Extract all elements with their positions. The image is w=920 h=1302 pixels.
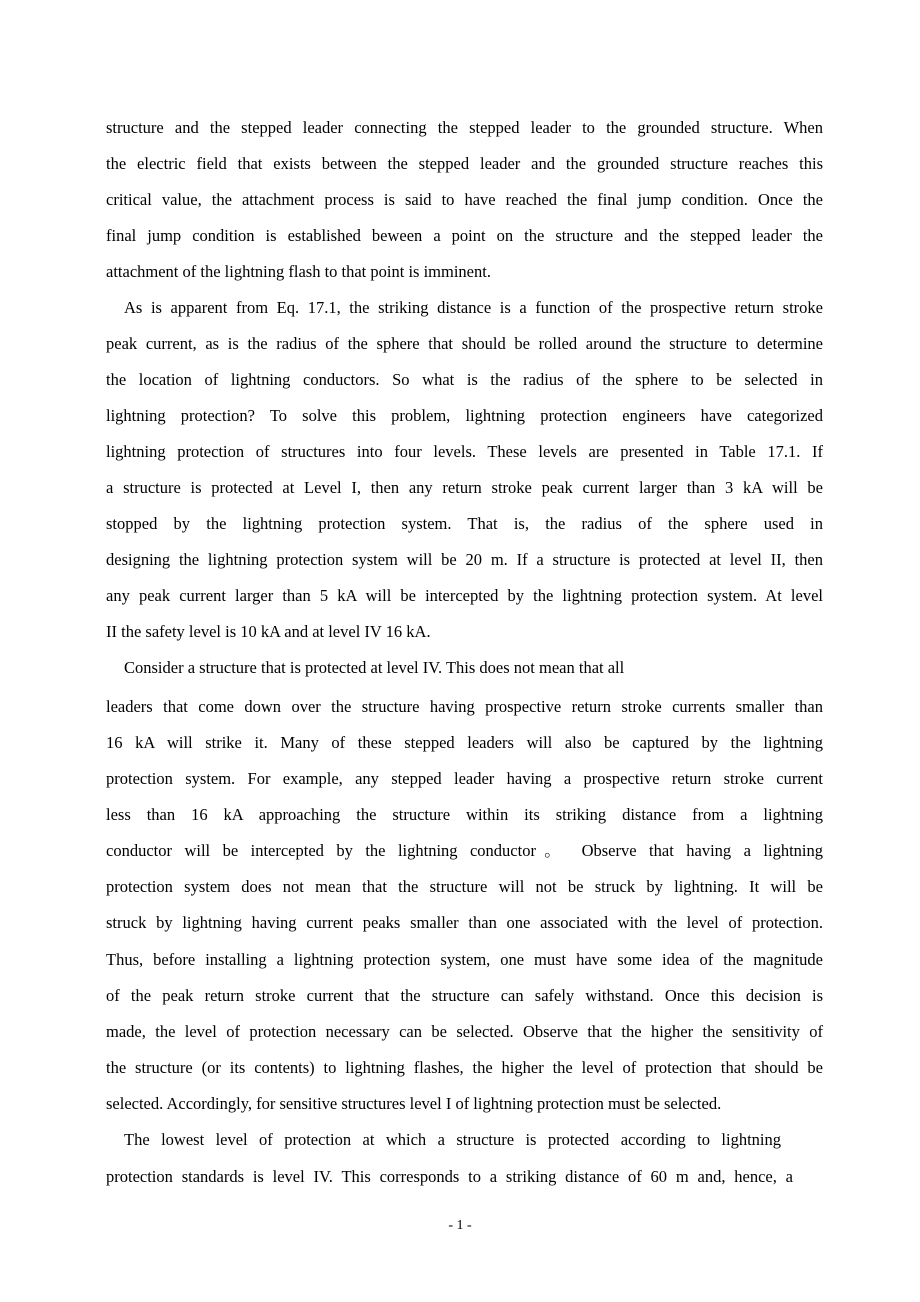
text-line-2: the electric field that exists between the stepped leader and the grounded structure reaches this — [106, 154, 823, 173]
text-line-27: the structure (or its contents) to lightning flashes, the higher the level of protection that should be — [106, 1058, 823, 1077]
text-line-11: a structure is protected at Level I, then any return stroke peak current larger than 3 kA will be — [106, 478, 823, 497]
text-line-12: stopped by the lightning protection system. That is, the radius of the sphere used in — [106, 514, 823, 533]
text-line-30: protection standards is level IV. This corresponds to a striking distance of 60 m and, hence, a — [106, 1167, 793, 1186]
text-line-24: Thus, before installing a lightning protection system, one must have some idea of the magnitude — [106, 950, 823, 969]
text-line-9: lightning protection? To solve this problem, lightning protection engineers have categorized — [106, 406, 823, 425]
text-line-21: conductor will be intercepted by the lightning conductor。 Observe that having a lightning — [106, 841, 823, 860]
text-line-5: attachment of the lightning flash to that point is imminent. — [106, 262, 491, 281]
text-line-1: structure and the stepped leader connecting the stepped leader to the grounded structure. When — [106, 118, 823, 137]
text-line-28: selected. Accordingly, for sensitive structures level I of lightning protection must be selected. — [106, 1094, 722, 1113]
page-number: - 1 - — [448, 1218, 472, 1233]
text-line-26: made, the level of protection necessary can be selected. Observe that the higher the sensitivity of — [106, 1022, 823, 1041]
text-line-17: leaders that come down over the structure having prospective return stroke currents smaller than — [106, 697, 823, 716]
text-line-23: struck by lightning having current peaks smaller than one associated with the level of protection. — [106, 913, 823, 932]
text-line-22: protection system does not mean that the structure will not be struck by lightning. It will be — [106, 877, 823, 896]
text-line-4: final jump condition is established beween a point on the structure and the stepped leader the — [106, 226, 823, 245]
text-line-16: Consider a structure that is protected at level IV. This does not mean that all — [124, 658, 625, 677]
text-line-10: lightning protection of structures into four levels. These levels are presented in Table 17.1. If — [106, 442, 823, 461]
text-line-19: protection system. For example, any stepped leader having a prospective return stroke current — [106, 769, 823, 788]
text-line-6: As is apparent from Eq. 17.1, the striking distance is a function of the prospective return stroke — [124, 298, 823, 317]
text-line-20: less than 16 kA approaching the structure within its striking distance from a lightning — [106, 805, 823, 824]
text-line-25: of the peak return stroke current that the structure can safely withstand. Once this decision is — [106, 986, 823, 1005]
text-line-18: 16 kA will strike it. Many of these stepped leaders will also be captured by the lightning — [106, 733, 823, 752]
text-line-7: peak current, as is the radius of the sphere that should be rolled around the structure to determine — [106, 334, 823, 353]
text-line-15: II the safety level is 10 kA and at level IV 16 kA. — [106, 622, 431, 641]
text-line-29: The lowest level of protection at which a structure is protected according to lightning — [124, 1130, 781, 1149]
text-line-3: critical value, the attachment process is said to have reached the final jump condition. Once the — [106, 190, 823, 209]
text-line-13: designing the lightning protection system will be 20 m. If a structure is protected at level II, then — [106, 550, 823, 569]
text-line-8: the location of lightning conductors. So what is the radius of the sphere to be selected in — [106, 370, 823, 389]
text-line-14: any peak current larger than 5 kA will be intercepted by the lightning protection system. At level — [106, 586, 823, 605]
